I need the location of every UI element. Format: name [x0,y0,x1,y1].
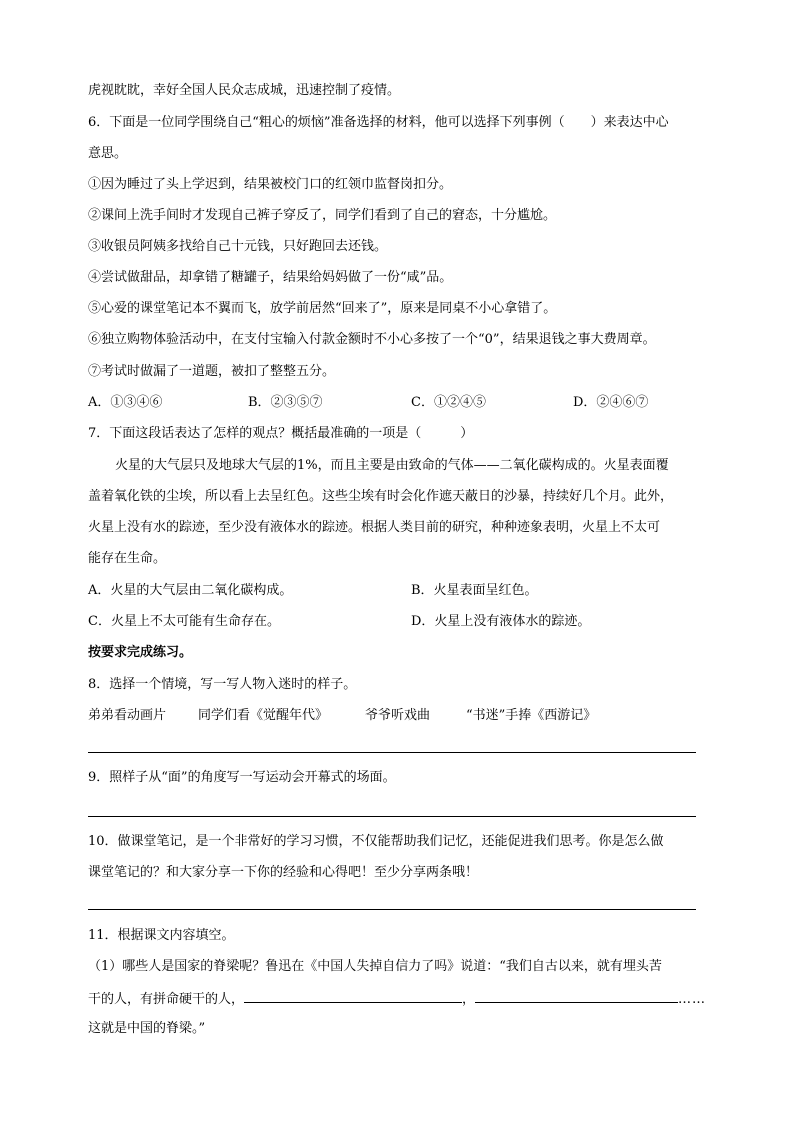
question-6-stem-cont: 意思。 [88,146,128,161]
q11-part-1-line-1: （1）哪些人是国家的脊梁呢？鲁迅在《中国人失掉自信力了吗》说道：“我们自古以来，就有埋头苦 [88,959,662,974]
question-9-stem: 9．照样子从“面”的角度写一写运动会开幕式的场面。 [88,770,396,785]
section-heading: 按要求完成练习。 [88,645,193,660]
q11-part-1-line-2 [88,988,706,1010]
material-4: ④尝试做甜品，却拿错了糖罐子，结果给妈妈做了一份“咸”品。 [88,270,453,285]
q7-passage-line-1: 火星的大气层只及地球大气层的1%，而且主要是由致命的气体——二氧化碳构成的。火星表面覆 [115,458,669,473]
material-7: ⑦考试时做漏了一道题，被扣了整整五分。 [88,364,336,379]
question-10-stem: 10．做课堂笔记，是一个非常好的学习习惯，不仅能帮助我们记忆，还能促进我们思考。你是怎么做 [88,834,664,849]
q11-ellipsis: …… [678,992,707,1007]
q7-option-c[interactable]: C．火星上不太可能有生命存在。 [88,614,280,629]
q8-scene-4: “书迷”手捧《西游记》 [466,708,597,723]
continued-text: 虎视眈眈，幸好全国人民众志成城，迅速控制了疫情。 [88,83,401,98]
q11-blank-1[interactable] [244,988,462,1003]
q11-text-before-blank: 干的人，有拼命硬干的人， [88,992,245,1007]
q11-comma: ， [462,992,476,1007]
q8-scene-1: 弟弟看动画片 [88,708,167,723]
q7-option-a[interactable]: A．火星的大气层由二氧化碳构成。 [88,583,293,598]
material-5: ⑤心爱的课堂笔记本不翼而飞，放学前居然“回来了”，原来是同桌不小心拿错了。 [88,301,557,316]
q6-option-b[interactable]: B．②③⑤⑦ [248,395,323,410]
q7-option-d[interactable]: D．火星上没有液体水的踪迹。 [411,614,591,629]
q7-passage-line-2: 盖着氧化铁的尘埃，所以看上去呈红色。这些尘埃有时会化作遮天蔽日的沙暴，持续好几个月。此外， [88,489,674,504]
q8-scene-2: 同学们看《觉醒年代》 [198,708,329,723]
question-7-stem: 7．下面这段话表达了怎样的观点？概括最准确的一项是（ ） [88,426,474,441]
q9-answer-line[interactable] [88,816,696,817]
q8-answer-line[interactable] [88,752,696,753]
q8-scene-3: 爷爷听戏曲 [365,708,431,723]
q11-blank-2[interactable] [475,988,678,1003]
question-6-stem: 6．下面是一位同学围绕自己“粗心的烦恼”准备选择的材料，他可以选择下列事例（ ）来表达中心 [88,115,669,130]
question-10-stem-cont: 课堂笔记的？和大家分享一下你的经验和心得吧！至少分享两条哦！ [88,865,479,880]
question-11-stem: 11．根据课文内容填空。 [88,928,235,943]
q6-option-d[interactable]: D．②④⑥⑦ [573,395,649,410]
q6-option-a[interactable]: A．①③④⑥ [88,395,163,410]
q7-option-b[interactable]: B．火星表面呈红色。 [411,583,538,598]
material-6: ⑥独立购物体验活动中，在支付宝输入付款金额时不小心多按了一个“0”，结果退钱之事大费周章。 [88,332,656,347]
material-3: ③收银员阿姨多找给自己十元钱，只好跑回去还钱。 [88,239,388,254]
q11-part-1-line-3: 这就是中国的脊梁。” [88,1021,206,1036]
q6-option-c[interactable]: C．①②④⑤ [411,395,486,410]
q7-passage-line-3: 火星上没有水的踪迹，至少没有液体水的踪迹。根据人类目前的研究，种种迹象表明，火星上不太可 [88,520,661,535]
material-1: ①因为睡过了头上学迟到，结果被校门口的红领巾监督岗扣分。 [88,177,453,192]
question-8-stem: 8．选择一个情境，写一写人物入迷时的样子。 [88,677,357,692]
q10-answer-line[interactable] [88,909,696,910]
q7-passage-line-4: 能存在生命。 [88,551,167,566]
material-2: ②课间上洗手间时才发现自己裤子穿反了，同学们看到了自己的窘态，十分尴尬。 [88,208,557,223]
